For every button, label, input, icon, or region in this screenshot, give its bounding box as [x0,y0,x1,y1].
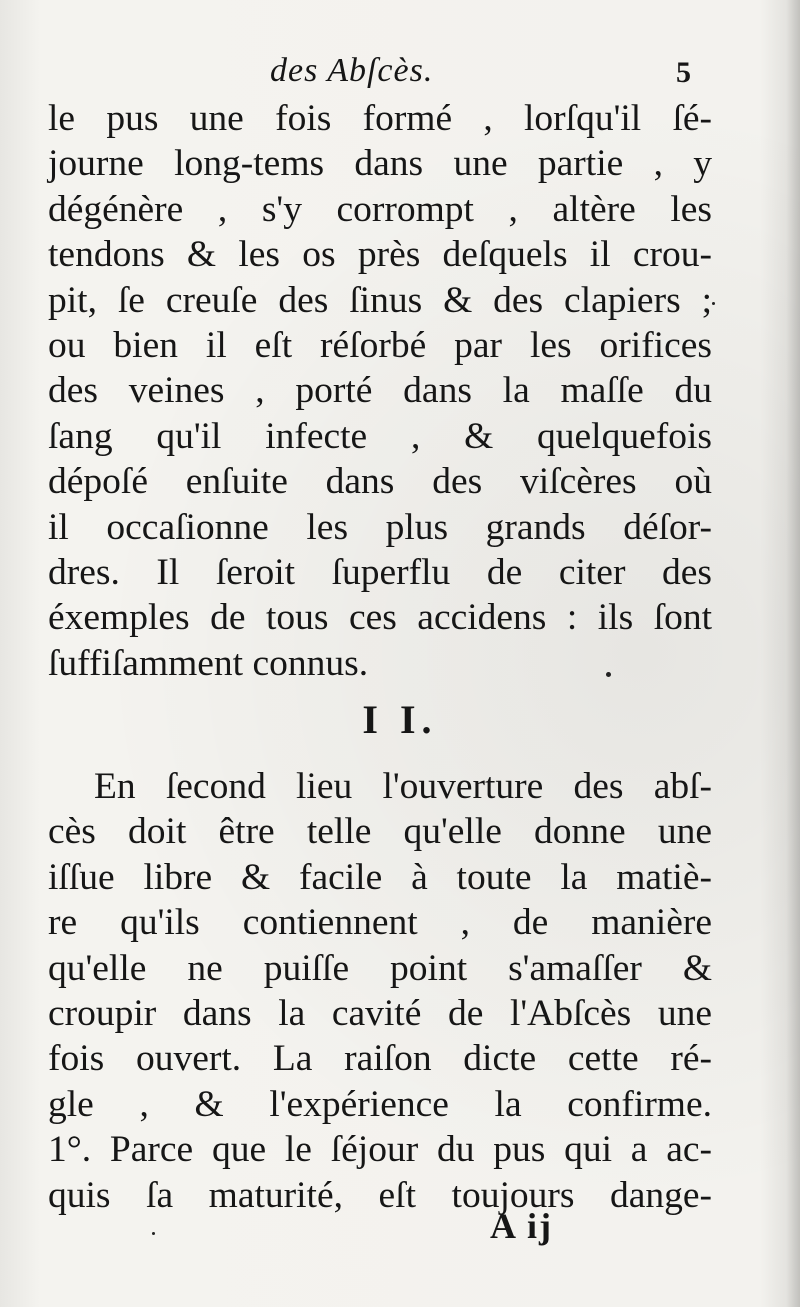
text-line: quis ſa maturité, eſt toujours dange- [48,1174,712,1216]
text-line: le pus une fois formé , lorſqu'il ſé- [48,98,712,139]
text-line: 1°. Parce que le ſéjour du pus qui a ac- [48,1129,712,1171]
section-heading: I I. [362,697,438,742]
text-line: il occaſionne les plus grands déſor- [48,506,712,548]
signature-mark: A ij [490,1206,554,1246]
text-line: qu'elle ne puiſſe point s'amaſſer & [48,947,712,989]
ink-speck [606,672,611,677]
ink-speck [712,302,715,305]
text-line: dres. Il ſeroit ſuperflu de citer des [48,551,712,593]
text-line: dégénère , s'y corrompt , altère les [48,188,712,230]
paragraph-1 [48,96,712,686]
text-line: dépoſé enſuite dans des viſcères où [48,461,712,503]
text-line: journe long-tems dans une partie , y [48,143,712,185]
text-line: ſang qu'il infecte , & quelquefois [48,415,712,457]
ink-speck [152,1232,155,1235]
text-line: fois ouvert. La raiſon dicte cette ré- [48,1038,712,1080]
running-head: des Abſcès. [270,52,434,89]
text-line: iſſue libre & facile à toute la matiè- [48,856,712,898]
paragraph-2 [48,764,712,1218]
page-edge-shadow [786,0,800,1307]
text-line: pit, ſe creuſe des ſinus & des clapiers ; [48,279,712,321]
text-line: tendons & les os près deſquels il crou- [48,234,712,276]
text-line: ou bien il eſt réſorbé par les orifices [48,324,712,366]
text-line: des veines , porté dans la maſſe du [48,370,712,412]
text-line: gle , & l'expérience la confirme. [48,1083,712,1125]
text-line: éxemples de tous ces accidens : ils ſont [48,597,712,639]
page-number: 5 [676,56,691,89]
text-line: En ſecond lieu l'ouverture des abſ- [94,766,712,807]
text-line: croupir dans la cavité de l'Abſcès une [48,992,712,1034]
text-line: cès doit être telle qu'elle donne une [48,811,712,853]
text-line: ſuffiſamment connus. [48,642,369,684]
text-line: re qu'ils contiennent , de manière [48,902,712,944]
